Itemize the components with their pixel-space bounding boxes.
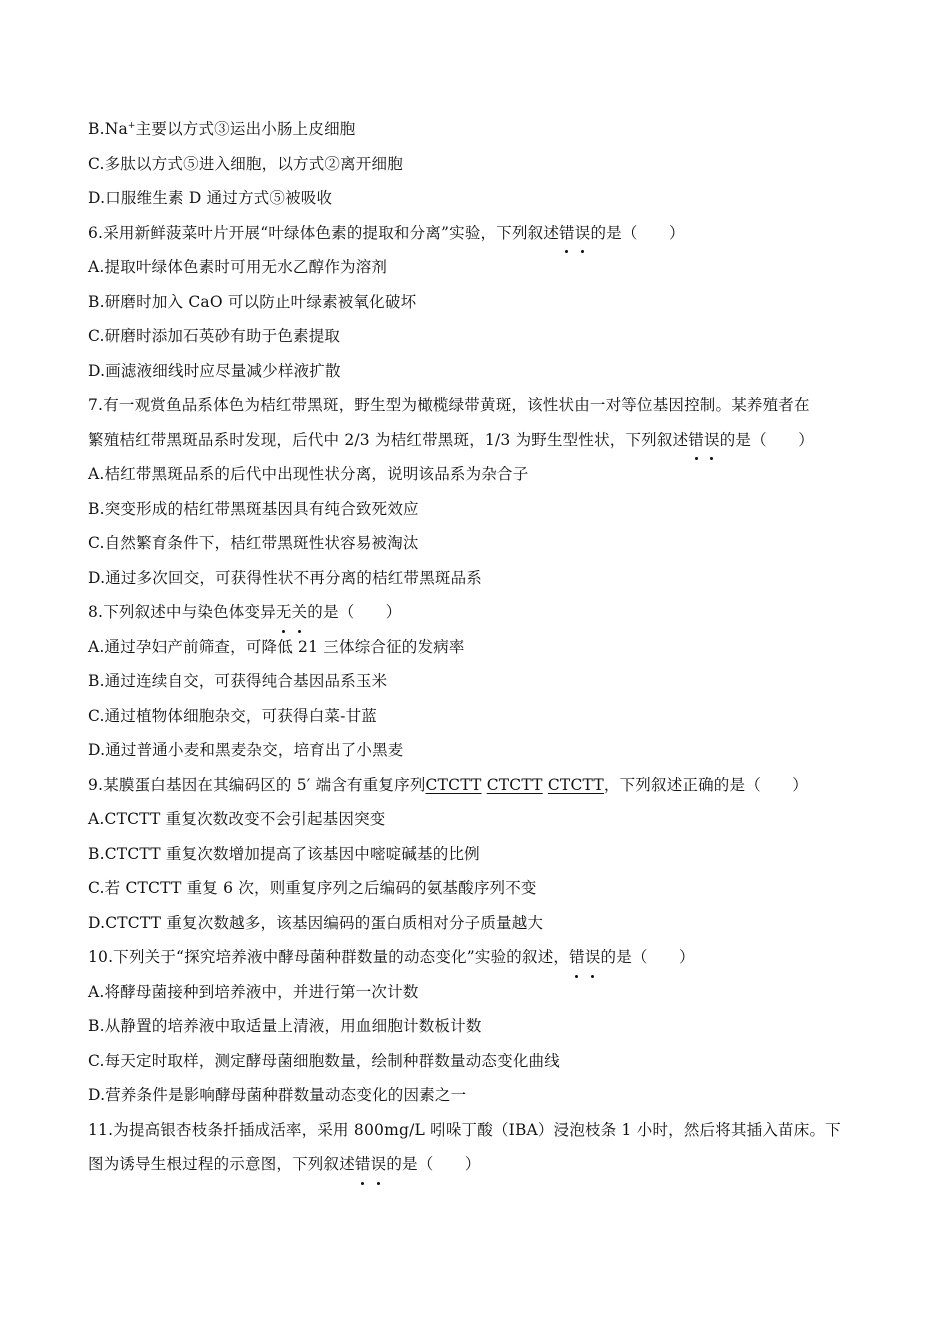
q7-stem-text: 繁殖桔红带黑斑品系时发现，后代中 2/3 为桔红带黑斑，1/3 为野生型性状，下列叙述 bbox=[88, 430, 689, 449]
q10-option-c: C.每天定时取样，测定酵母菌细胞数量，绘制种群数量动态变化曲线 bbox=[88, 1051, 560, 1070]
q9-option-c: C.若 CTCTT 重复 6 次，则重复序列之后编码的氨基酸序列不变 bbox=[88, 879, 537, 897]
q5-option-b-rest: 主要以方式③运出小肠上皮细胞 bbox=[135, 120, 356, 138]
q6-option-d: D.画滤液细线时应尽量减少样液扩散 bbox=[88, 361, 341, 380]
q7-option-c: C.自然繁育条件下，桔红带黑斑性状容易被淘汰 bbox=[88, 534, 419, 552]
emphasis-char: 无 bbox=[276, 595, 292, 630]
q7-option-d: D.通过多次回交，可获得性状不再分离的桔红带黑斑品系 bbox=[88, 568, 483, 587]
repeat-sequence: CTCTT bbox=[425, 775, 482, 794]
q6-stem bbox=[88, 216, 878, 251]
q8-option-d: D.通过普通小麦和黑麦杂交，培育出了小黑麦 bbox=[88, 741, 404, 759]
emphasis-char: 错 bbox=[355, 1147, 371, 1182]
q7-stem-line2 bbox=[88, 423, 878, 458]
q8-stem bbox=[88, 595, 878, 630]
q5-option-d: D.口服维生素 D 通过方式⑤被吸收 bbox=[88, 189, 333, 207]
q6-option-b: B.研磨时加入 CaO 可以防止叶绿素被氧化破坏 bbox=[88, 292, 417, 311]
repeat-sequence: CTCTT bbox=[547, 775, 604, 794]
q11-stem-line2 bbox=[88, 1147, 878, 1182]
q7-option-a: A.桔红带黑斑品系的后代中出现性状分离，说明该品系为杂合子 bbox=[88, 465, 529, 483]
q5-option-c: C.多肽以方式⑤进入细胞，以方式②离开细胞 bbox=[88, 154, 403, 173]
answer-blank: 的是（ ） bbox=[719, 430, 814, 449]
sodium-charge: + bbox=[127, 120, 136, 131]
q8-option-c: C.通过植物体细胞杂交，可获得白菜-甘蓝 bbox=[88, 706, 377, 725]
q7-option-b: B.突变形成的桔红带黑斑基因具有纯合致死效应 bbox=[88, 499, 419, 518]
q9-stem-end: ，下列叙述正确的是（ ） bbox=[603, 775, 809, 794]
emphasis-char: 错 bbox=[569, 940, 585, 975]
q10-option-d: D.营养条件是影响酵母菌种群数量动态变化的因素之一 bbox=[88, 1086, 467, 1104]
answer-blank: 的是（ ） bbox=[386, 1155, 481, 1173]
emphasis-char: 错 bbox=[688, 423, 704, 458]
emphasis-char: 错 bbox=[559, 216, 575, 251]
q10-stem bbox=[88, 940, 878, 975]
q5-option-b-text: B.Na bbox=[88, 120, 128, 138]
q6-option-a: A.提取叶绿体色素时可用无水乙醇作为溶剂 bbox=[88, 258, 388, 276]
q10-option-a: A.将酵母菌接种到培养液中，并进行第一次计数 bbox=[88, 982, 419, 1001]
q6-option-c: C.研磨时添加石英砂有助于色素提取 bbox=[88, 327, 341, 345]
q9-stem bbox=[88, 768, 878, 803]
q9-option-b: B.CTCTT 重复次数增加提高了该基因中嘧啶碱基的比例 bbox=[88, 844, 480, 863]
q9-stem-text: 9.某膜蛋白基因在其编码区的 5′ 端含有重复序列 bbox=[88, 775, 426, 794]
q11-stem-text: 图为诱导生根过程的示意图，下列叙述 bbox=[88, 1155, 355, 1173]
q9-option-a: A.CTCTT 重复次数改变不会引起基因突变 bbox=[88, 810, 386, 828]
q6-stem-text: 6.采用新鲜菠菜叶片开展“叶绿体色素的提取和分离”实验，下列叙述 bbox=[88, 223, 560, 242]
emphasis-char: 误 bbox=[371, 1147, 387, 1182]
emphasis-char: 误 bbox=[704, 423, 720, 458]
q11-stem-line1: 11.为提高银杏枝条扦插成活率，采用 800mg/L 吲哚丁酸（IBA）浸泡枝条 1 小时，然后将其插入苗床。下 bbox=[88, 1120, 841, 1139]
q7-stem-line1: 7.有一观赏鱼品系体色为桔红带黑斑，野生型为橄榄绿带黄斑，该性状由一对等位基因控制。某养殖者在 bbox=[88, 396, 810, 414]
emphasis-char: 关 bbox=[292, 595, 308, 630]
answer-blank: 的是（ ） bbox=[600, 948, 695, 966]
q10-option-b: B.从静置的培养液中取适量上清液，用血细胞计数板计数 bbox=[88, 1017, 482, 1035]
q5-option-b bbox=[88, 112, 878, 147]
repeat-sequence: CTCTT bbox=[486, 775, 543, 794]
q10-stem-text: 10.下列关于“探究培养液中酵母菌种群数量的动态变化”实验的叙述， bbox=[88, 948, 570, 966]
q9-option-d: D.CTCTT 重复次数越多，该基因编码的蛋白质相对分子质量越大 bbox=[88, 913, 544, 932]
q8-option-a: A.通过孕妇产前筛查，可降低 21 三体综合征的发病率 bbox=[88, 637, 465, 656]
q8-option-b: B.通过连续自交，可获得纯合基因品系玉米 bbox=[88, 672, 388, 690]
answer-blank: 的是（ ） bbox=[307, 603, 402, 621]
emphasis-char: 误 bbox=[575, 216, 591, 251]
emphasis-char: 误 bbox=[585, 940, 601, 975]
q8-stem-text: 8.下列叙述中与染色体变异 bbox=[88, 603, 276, 621]
exam-page bbox=[88, 112, 878, 1182]
answer-blank: 的是（ ） bbox=[590, 223, 685, 242]
